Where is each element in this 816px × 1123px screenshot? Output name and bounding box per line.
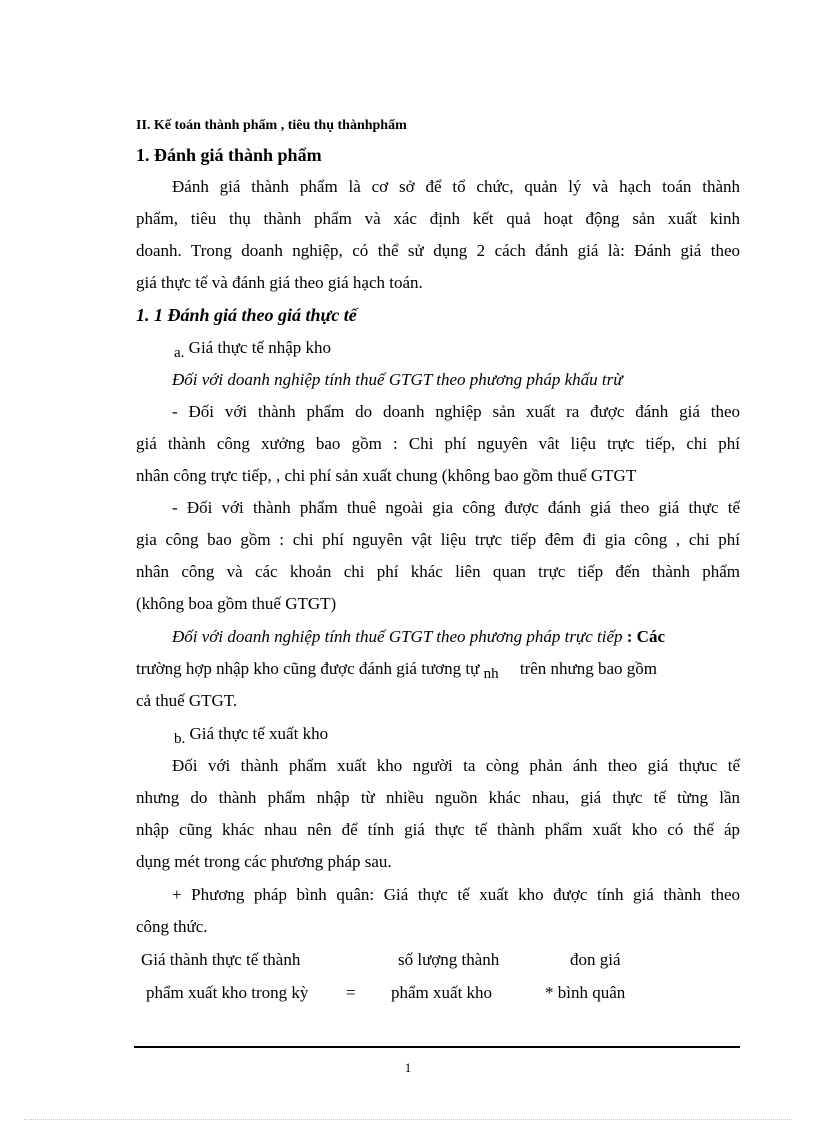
paragraph-line: nhập cũng khác nhau nên để tính giá thực tế thành phẩm xuất kho có thể áp — [136, 820, 740, 839]
paragraph-line: - Đối với thành phẩm thuê ngoài gia công được đánh giá theo giá thực tế — [172, 498, 740, 517]
list-item-b — [174, 724, 328, 745]
section-title: II. Kế toán thành phẩm , tiêu thụ thànhphẩm — [136, 118, 407, 133]
paragraph-line: Đánh giá thành phẩm là cơ sở để tổ chức, quản lý và hạch toán thành — [172, 177, 740, 196]
paragraph-line: cả thuế GTGT. — [136, 691, 238, 710]
paragraph-line: Đối với thành phẩm xuất kho người ta còng phản ánh theo giá thựuc tế — [172, 756, 740, 775]
list-item-label: Giá thực tế xuất kho — [189, 724, 329, 743]
paragraph-line: giá thực tế và đánh giá theo giá hạch toán. — [136, 273, 423, 292]
footer-rule — [134, 1046, 740, 1048]
list-marker: b. — [174, 731, 186, 747]
paragraph-line: công thức. — [136, 917, 208, 936]
page-bottom-dotted-border — [24, 1119, 792, 1120]
text-segment: nh — [483, 666, 499, 682]
paragraph-line: giá thành công xưởng bao gồm : Chi phí nguyên vât liệu trực tiếp, chi phí — [136, 434, 740, 453]
text-segment: trường hợp nhập kho cũng được đánh giá tương tự — [136, 659, 484, 678]
list-marker: a. — [174, 345, 185, 361]
formula-cell: số lượng thành — [398, 950, 500, 969]
formula-cell: phẩm xuất kho trong kỳ — [146, 983, 309, 1002]
italic-note: Đối với doanh nghiệp tính thuế GTGT theo phương pháp trực tiếp — [172, 627, 623, 646]
formula-equals: = — [346, 983, 356, 1002]
paragraph-line: dụng mét trong các phương pháp sau. — [136, 852, 392, 871]
italic-note-tail: : Các — [622, 627, 665, 646]
formula-cell: đon giá — [570, 950, 621, 969]
page-number: 1 — [404, 1060, 412, 1075]
formula-cell: * bình quân — [545, 983, 626, 1002]
heading-gia-thuc-te: 1. 1 Đánh giá theo giá thực tế — [136, 305, 357, 325]
paragraph-line: phẩm, tiêu thụ thành phẩm và xác định kết quả hoạt động sản xuất kinh — [136, 209, 740, 228]
paragraph-line — [136, 659, 657, 680]
paragraph-line: (không boa gồm thuế GTGT) — [136, 594, 337, 613]
italic-note: Đối với doanh nghiệp tính thuế GTGT theo phương pháp khấu trừ — [172, 370, 623, 389]
paragraph-line: nhân công trực tiếp, , chi phí sản xuất chung (không bao gồm thuế GTGT — [136, 466, 637, 485]
text-segment: trên nhưng bao gồm — [519, 659, 658, 678]
paragraph-line: gia công bao gồm : chi phí nguyên vật liệu trực tiếp đêm đi gia công , chi phí — [136, 530, 740, 549]
list-item-label: Giá thực tế nhập kho — [188, 338, 332, 357]
paragraph-line: + Phương pháp bình quân: Giá thực tế xuất kho được tính giá thành theo — [172, 885, 740, 904]
heading-danh-gia-thanh-pham: 1. Đánh giá thành phẩm — [136, 145, 322, 165]
formula-cell: Giá thành thực tế thành — [141, 950, 301, 969]
formula-cell: phẩm xuất kho — [391, 983, 493, 1002]
paragraph-line: doanh. Trong doanh nghiệp, có thể sử dụng 2 cách đánh giá là: Đánh giá theo — [136, 241, 740, 260]
italic-note-line — [172, 627, 665, 647]
list-item-a — [174, 338, 331, 359]
paragraph-line: nhân công và các khoản chi phí khác liên quan trực tiếp đến thành phẩm — [136, 562, 740, 581]
paragraph-line: nhưng do thành phẩm nhập từ nhiều nguồn khác nhau, giá thực tế từng lần — [136, 788, 740, 807]
paragraph-line: - Đối với thành phẩm do doanh nghiệp sản xuất ra được đánh giá theo — [172, 402, 740, 421]
